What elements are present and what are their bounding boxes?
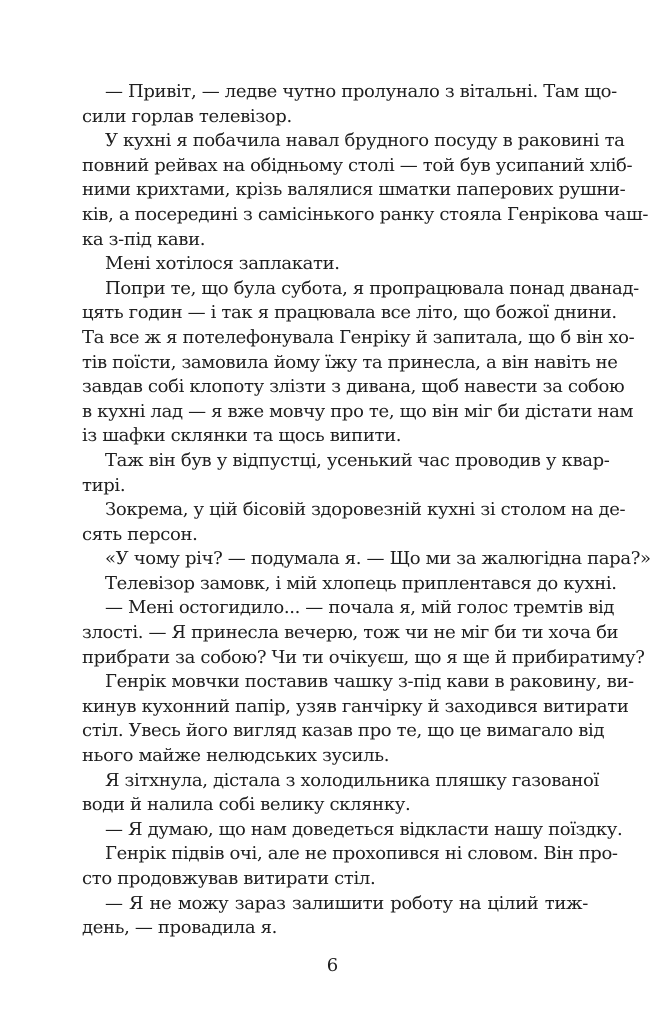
text-line: Я зітхнула, дістала з холодильника пляшку газованої	[105, 769, 599, 791]
text-line: Генрік підвів очі, але не прохопився ні словом. Він про-	[105, 843, 618, 865]
text-line: Попри те, що була субота, я пропрацювала понад дванад-	[105, 277, 639, 299]
text-line: — Я думаю, що нам доведеться відкласти нашу поїздку.	[105, 818, 623, 840]
text-line: Таж він був у відпустці, усенький час проводив у квар-	[105, 449, 610, 471]
text-line: прибрати за собою? Чи ти очікуєш, що я ще й прибиратиму?	[82, 646, 645, 668]
text-line: тів поїсти, замовила йому їжу та принесла, а він навіть не	[82, 351, 618, 373]
text-line: злості. — Я принесла вечерю, тож чи не міг би ти хоча би	[82, 622, 619, 644]
text-line: день, — провадила я.	[82, 917, 277, 939]
text-line: стіл. Увесь його вигляд казав про те, що це вимагало від	[82, 720, 605, 742]
text-line: Мені хотілося заплакати.	[105, 253, 340, 275]
text-line: нього майже нелюдських зусиль.	[82, 745, 390, 767]
text-line: ка з-під кави.	[82, 228, 206, 250]
text-line: ними крихтами, крізь валялися шматки паперових рушни-	[82, 179, 626, 201]
text-line: сили горлав телевізор.	[82, 105, 292, 127]
text-line: повний рейвах на обідньому столі — той був усипаний хліб-	[82, 154, 633, 176]
text-line: тирі.	[82, 474, 126, 496]
text-line: кинув кухонний папір, узяв ганчірку й заходився витирати	[82, 695, 629, 717]
text-line: У кухні я побачила навал брудного посуду в раковині та	[105, 130, 625, 152]
text-line: цять годин — і так я працювала все літо, що божої днини.	[82, 302, 617, 324]
text-line: — Я не можу зараз залишити роботу на цілий тиж-	[105, 892, 588, 914]
text-line: в кухні лад — я вже мовчу про те, що він міг би дістати нам	[82, 400, 634, 422]
text-line: — Привіт, — ледве чутно пролунало з вітальні. Там що-	[105, 81, 617, 102]
body-text	[82, 80, 651, 941]
text-line: води й налила собі велику склянку.	[82, 794, 411, 816]
text-line: Зокрема, у цій бісовій здоровезній кухні зі столом на де-	[105, 499, 626, 521]
text-line: Телевізор замовк, і мій хлопець приплентався до кухні.	[105, 572, 617, 594]
text-line: «У чому річ? — подумала я. — Що ми за жалюгідна пара?»	[105, 548, 651, 570]
text-line: Генрік мовчки поставив чашку з-під кави в раковину, ви-	[105, 671, 634, 693]
text-line: — Мені остогидило... — почала я, мій голос тремтів від	[105, 597, 615, 619]
text-line: Та все ж я потелефонувала Генріку й запитала, що б він хо-	[82, 326, 635, 348]
text-line: завдав собі клопоту злізти з дивана, щоб навести за собою	[82, 376, 625, 398]
text-line: сять персон.	[82, 523, 198, 545]
page-number: 6	[326, 955, 339, 976]
text-line: із шафки склянки та щось випити.	[82, 425, 402, 447]
text-line: ків, а посередині з самісінького ранку стояла Генрікова чаш-	[82, 203, 649, 225]
text-line: сто продовжував витирати стіл.	[82, 868, 376, 889]
